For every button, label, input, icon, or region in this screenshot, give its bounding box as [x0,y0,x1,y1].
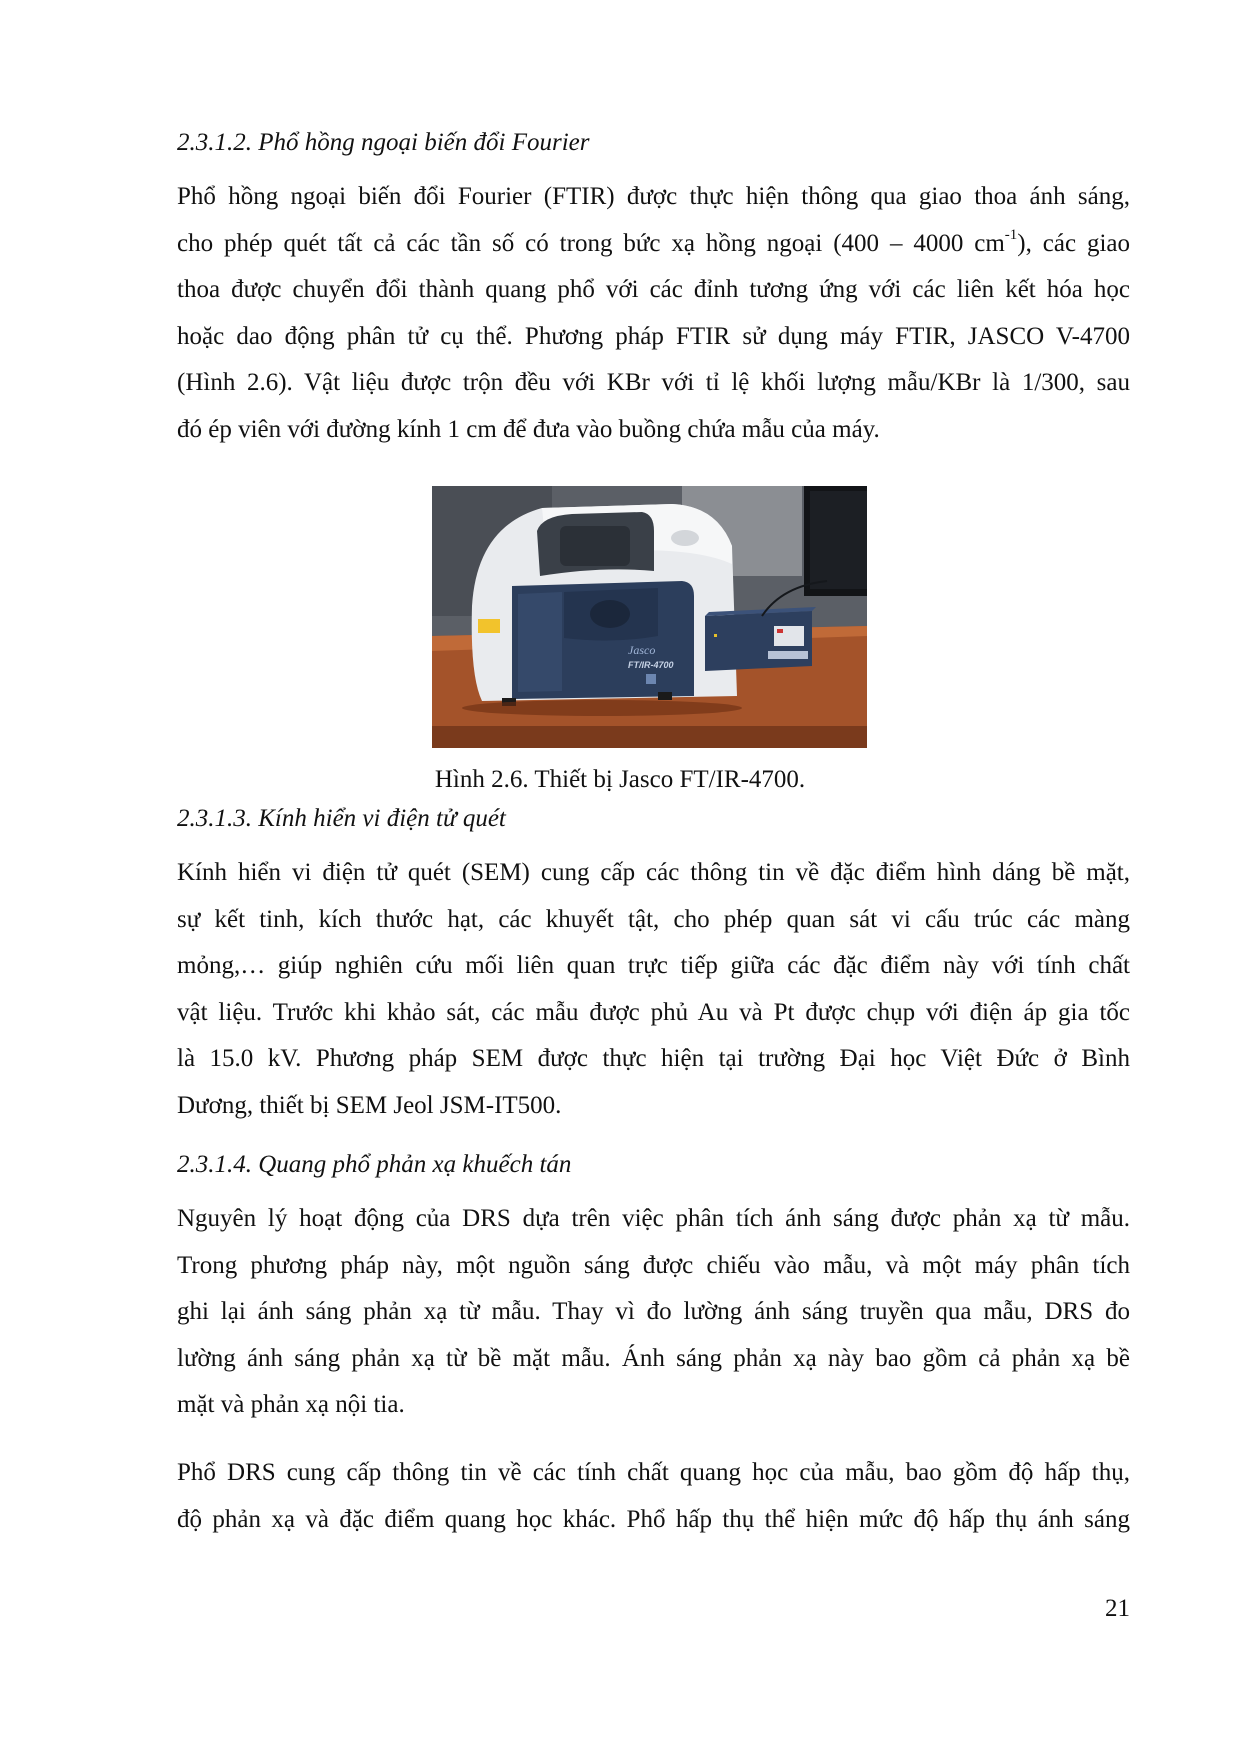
paragraph-drs-spectrum [177,1450,1130,1543]
ftir-instrument-illustration [432,486,867,748]
superscript: -1 [1004,227,1018,244]
section-heading-drs: 2.3.1.4. Quang phổ phản xạ khuếch tán [177,1151,572,1178]
text-line: vật liệu. Trước khi khảo sát, các mẫu được phủ Au và Pt được chụp với điện áp gia tốc [177,998,1130,1026]
text-line: Phổ hồng ngoại biến đổi Fourier (FTIR) được thực hiện thông qua giao thoa ánh sáng, [177,183,1130,210]
text-line: độ phản xạ và đặc điểm quang học khác. Phổ hấp thụ thể hiện mức độ hấp thụ ánh sáng [177,1505,1130,1533]
text-span: ), các giao [1017,229,1131,257]
section-heading-sem: 2.3.1.3. Kính hiển vi điện tử quét [177,805,506,832]
paragraph-drs-principle [177,1196,1130,1429]
text-line: thoa được chuyển đổi thành quang phổ với các đỉnh tương ứng với các liên kết hóa học [177,276,1130,303]
paragraph-sem [177,850,1130,1129]
figure-caption: Hình 2.6. Thiết bị Jasco FT/IR-4700. [434,766,806,793]
model-label: FT/IR-4700 [628,660,674,670]
ftir-instrument-photo [432,486,867,748]
text-line: lường ánh sáng phản xạ từ bề mặt mẫu. Ánh sáng phản xạ này bao gồm cả phản xạ bề [177,1344,1130,1372]
text-line: mỏng,… giúp nghiên cứu mối liên quan trực tiếp giữa các đặc điểm này với tính chất [177,952,1130,979]
text-line: đó ép viên với đường kính 1 cm để đưa vào buồng chứa mẫu của máy. [177,415,880,443]
text-line: (Hình 2.6). Vật liệu được trộn đều với KBr với tỉ lệ khối lượng mẫu/KBr là 1/300, sau [177,369,1130,396]
text-line [177,221,1130,268]
text-line: Nguyên lý hoạt động của DRS dựa trên việc phân tích ánh sáng được phản xạ từ mẫu. [177,1205,1130,1232]
section-heading-ftir: 2.3.1.2. Phổ hồng ngoại biến đổi Fourier [177,129,590,156]
page-number: 21 [1105,1595,1130,1622]
text-line: Dương, thiết bị SEM Jeol JSM-IT500. [177,1091,562,1119]
brand-label: Jasco [628,643,656,657]
text-line: là 15.0 kV. Phương pháp SEM được thực hiện tại trường Đại học Việt Đức ở Bình [177,1045,1130,1072]
text-line: Phổ DRS cung cấp thông tin về các tính chất quang học của mẫu, bao gồm độ hấp thụ, [177,1459,1130,1486]
text-line: mặt và phản xạ nội tia. [177,1391,405,1418]
text-line: sự kết tinh, kích thước hạt, các khuyết tật, cho phép quan sát vi cấu trúc các màng [177,905,1130,933]
text-line: hoặc dao động phân tử cụ thể. Phương pháp FTIR sử dụng máy FTIR, JASCO V-4700 [177,322,1130,350]
text-line: Kính hiển vi điện tử quét (SEM) cung cấp các thông tin về đặc điểm hình dáng bề mặt, [177,859,1130,886]
text-line: ghi lại ánh sáng phản xạ từ mẫu. Thay vì đo lường ánh sáng truyền qua mẫu, DRS đo [177,1298,1130,1325]
text-line: Trong phương pháp này, một nguồn sáng được chiếu vào mẫu, và một máy phân tích [177,1251,1130,1279]
paragraph-ftir [177,174,1130,453]
text-span: cho phép quét tất cả các tần số có trong bức xạ hồng ngoại (400 – 4000 cm [177,229,1005,257]
